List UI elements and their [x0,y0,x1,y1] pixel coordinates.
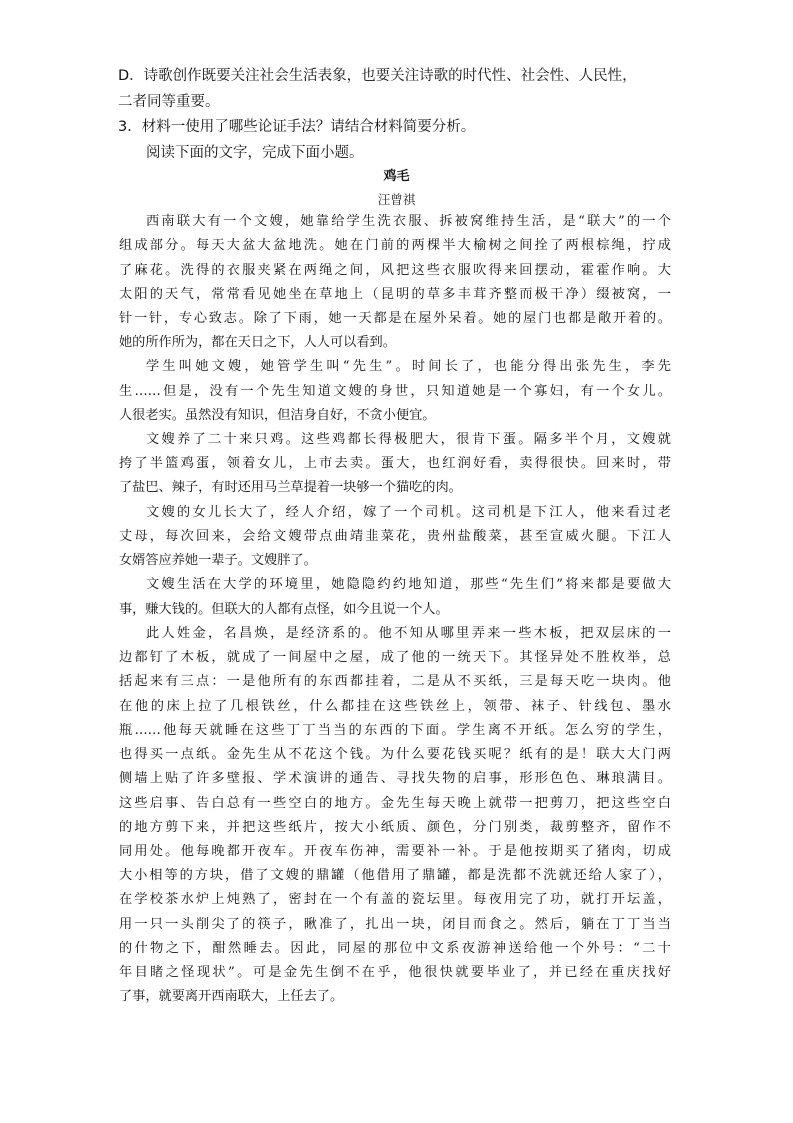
article-line: 边都钉了木板，就成了一间屋中之屋，成了他的一统天下。其怪异处不胜枚举，总 [119,650,671,665]
article-line: 的地方剪下来，并把这些纸片，按大小纸质、颜色，分门别类，裁剪整齐，留作不 [119,820,671,835]
article-line: 事，赚大钱的。但联大的人都有点怪，如今且说一个人。 [119,602,449,617]
article-line: 括起来有三点：一是他所有的东西都挂着，二是从不买纸，三是每天吃一块肉。他 [119,674,671,689]
option-d-line-2: 二者同等重要。 [118,94,220,110]
article-line: 大小相等的方块，借了文嫂的鼎罐（他借用了鼎罐，都是洗都不洗就还给人家了）， [119,868,671,883]
article-line: 西南联大有一个文嫂，她靠给学生洗衣服、拆被窝维持生活，是“联大”的一个 [146,214,671,229]
article-line: 在他的床上拉了几根铁丝，什么都挂在这些铁丝上，领带、袜子、针线包、墨水 [119,699,671,714]
article-line: 用一只一头削尖了的筷子，瞅准了，扎出一块，闭目而食之。然后，躺在丁丁当当 [119,917,671,932]
question-3: 3．材料一使用了哪些论证手法？请结合材料简要分析。 [118,119,476,135]
article-title: 鸡毛 [383,169,410,184]
article-line: 同用处。他每晚都开夜车。开夜车伤神，需要补一补。于是他按期买了猪肉，切成 [119,844,671,859]
article-author: 汪曾祺 [377,192,416,207]
article-line: 文嫂养了二十来只鸡。这些鸡都长得极肥大，很肯下蛋。隔多半个月，文嫂就 [146,432,671,447]
article-line: 侧墙上贴了许多壁报、学术演讲的通告、寻找失物的启事，形形色色、琳琅满目。 [119,771,671,786]
article-line: 丈母，每次回来，会给文嫂带点曲靖韭菜花，贵州盐酸菜，甚至宣威火腿。下江人 [119,529,671,544]
article-line: 生……但是，没有一个先生知道文嫂的身世，只知道她是一个寡妇，有一个女儿。 [119,384,671,399]
article-line: 了事，就要离开西南联大，上任去了。 [119,989,344,1004]
article-line: 文嫂生活在大学的环境里，她隐隐约约地知道，那些“先生们”将来都是要做大 [146,577,671,592]
article-line: 太阳的天气，常常看见她坐在草地上（昆明的草多丰茸齐整而极干净）缀被窝，一 [119,287,671,302]
article-line: 瓶……他每天就睡在这些丁丁当当的东西的下面。学生离不开纸。怎么穷的学生， [119,723,671,738]
article-line: 这些启事、告白总有一些空白的地方。金先生每天晚上就带一把剪刀，把这些空白 [119,796,671,811]
option-d-line-1: D．诗歌创作既要关注社会生活表象，也要关注诗歌的时代性、社会性、人民性， [118,68,637,84]
article-line: 学生叫她文嫂，她管学生叫“先生”。时间长了，也能分得出张先生，李先 [146,359,671,374]
article-line: 在学校茶水炉上炖熟了，密封在一个有盖的瓷坛里。每夜用完了功，就打开坛盖， [119,892,671,907]
article-line: 也得买一点纸。金先生从不花这个钱。为什么要花钱买呢？纸有的是！联大大门两 [119,747,671,762]
article-line: 文嫂的女儿长大了，经人介绍，嫁了一个司机。这司机是下江人，他来看过老 [146,505,671,520]
article-line: 她的所作所为，都在天日之下，人人可以看到。 [119,335,396,350]
article-line: 了盐巴、辣子，有时还用马兰草提着一块够一个猫吃的肉。 [119,480,462,495]
article-line: 人很老实。虽然没有知识，但洁身自好，不贪小便宜。 [119,408,436,423]
article-line: 此人姓金，名昌焕，是经济系的。他不知从哪里弄来一些木板，把双层床的一 [146,626,671,641]
article-line: 挎了半篮鸡蛋，领着女儿，上市去卖。蛋大，也红润好看，卖得很快。回来时，带 [119,456,671,471]
article-line: 年目睹之怪现状”。可是金先生倒不在乎，他很快就要毕业了，并已经在重庆找好 [119,965,671,980]
article-line: 女婿答应养她一辈子。文嫂胖了。 [119,553,317,568]
reading-instruction: 阅读下面的文字，完成下面小题。 [146,145,364,161]
article-line: 组成部分。每天大盆大盆地洗。她在门前的两棵半大榆树之间拴了两根棕绳，拧成 [119,238,671,253]
article-line: 针一针，专心致志。除了下雨，她一天都是在屋外呆着。她的屋门也都是敞开着的。 [119,311,671,326]
article-line: 了麻花。洗得的衣服夹紧在两绳之间，风把这些衣服吹得来回摆动，霍霍作响。大 [119,263,671,278]
article-line: 的什物之下，酣然睡去。因此，同屋的那位中文系夜游神送给他一个外号：“二十 [119,941,671,956]
